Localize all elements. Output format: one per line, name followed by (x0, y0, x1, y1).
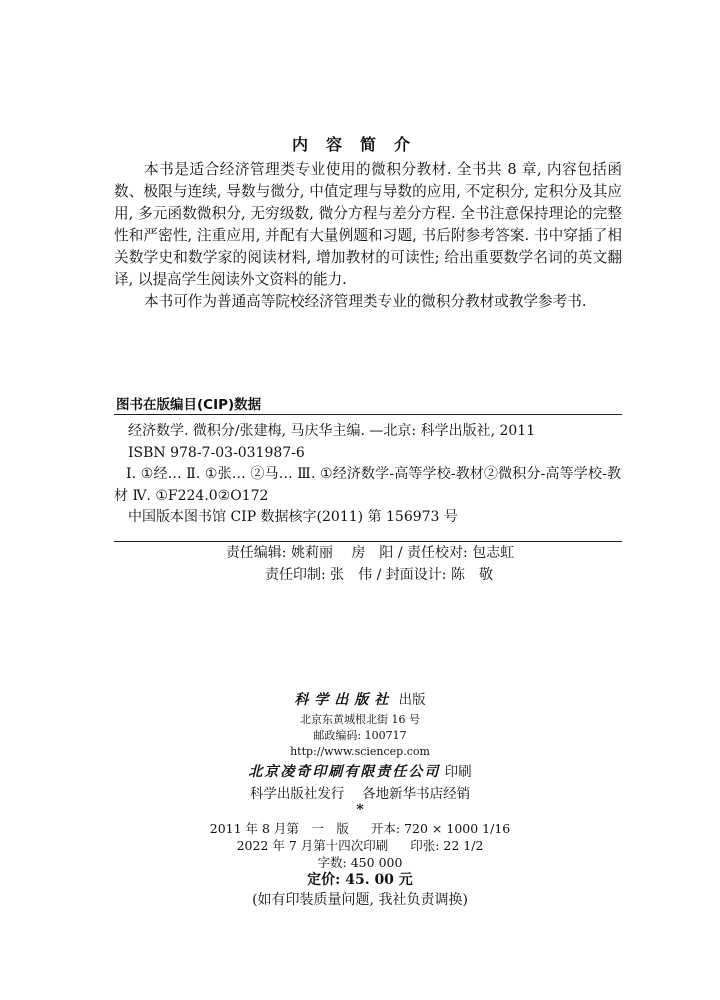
cip-line-isbn: ISBN 978-7-03-031987-6 (128, 444, 305, 461)
price: 定价: 45. 00 元 (307, 872, 413, 888)
word-count: 字数: 450 000 (317, 855, 403, 870)
intro-paragraph-1: 本书是适合经济管理类专业使用的微积分教材. 全书共 8 章, 内容包括函数、极限与连续, 导数与微分, 中值定理与导数的应用, 不定积分, 定积分及其应用, 多元函数微积分, 无穷级数, 微分方程与差分方程. 全书注意保持理论的完整性和严密性, 注重应用, 并配有大量例题和习题, 书后附参考答案. 书中穿插了相关数学史和数学家的阅读材料, 增加教材的可读性; 给出重要数学名词的英文翻译, 以提高学生阅读外文资料的能力. (114, 161, 622, 288)
publisher-address: 北京东黄城根北街 16 号 (300, 713, 420, 726)
publisher-line (0, 690, 720, 710)
edition-line (0, 820, 720, 837)
printed-sheets: 印张: 22 1/2 (410, 838, 484, 853)
publisher-website: http://www.sciencep.com (290, 745, 430, 758)
publisher-suffix: 出版 (398, 692, 426, 708)
printer-suffix: 印刷 (444, 764, 472, 780)
cip-line-title: 经济数学. 微积分/张建梅, 马庆华主编. —北京: 科学出版社, 2011 (128, 423, 536, 439)
edition-date: 2011 年 8 月第 一 版 (209, 821, 349, 836)
printing-date: 2022 年 7 月第十四次印刷 (236, 838, 389, 853)
quality-note: (如有印装质量问题, 我社负责调换) (252, 892, 468, 908)
distribution-line: 科学出版社发行 各地新华书店经销 (249, 786, 471, 802)
printer-name: 北京凌奇印刷有限责任公司 (248, 764, 441, 780)
cip-top-rule (114, 414, 622, 415)
credits-printing: 责任印制: 张 伟 / 封面设计: 陈 敬 (265, 567, 493, 583)
intro-body (114, 159, 622, 313)
cip-heading: 图书在版编目(CIP)数据 (116, 397, 262, 413)
printer-line (0, 762, 720, 782)
separator-star: * (356, 802, 364, 818)
format-size: 开本: 720 × 1000 1/16 (370, 821, 511, 836)
cip-block (116, 421, 621, 529)
publisher-postcode: 邮政编码: 100717 (313, 729, 407, 742)
cip-line-number: 中国版本图书馆 CIP 数据核字(2011) 第 156973 号 (128, 509, 458, 525)
credits-block (0, 542, 720, 586)
publisher-name: 科学出版社 (294, 692, 395, 708)
credits-editors: 责任编辑: 姚莉丽 房 阳 / 责任校对: 包志虹 (225, 545, 515, 561)
imprint-block (0, 690, 720, 910)
cip-line-classification: Ⅰ. ①经… Ⅱ. ①张… ②马… Ⅲ. ①经济数学-高等学校-教材②微积分-高等学校-教材 Ⅳ. ①F224.0②O172 (114, 466, 621, 504)
intro-paragraph-2: 本书可作为普通高等院校经济管理类专业的微积分教材或教学参考书. (144, 293, 587, 310)
intro-title: 内容简介 (291, 135, 428, 154)
printing-line (0, 837, 720, 854)
